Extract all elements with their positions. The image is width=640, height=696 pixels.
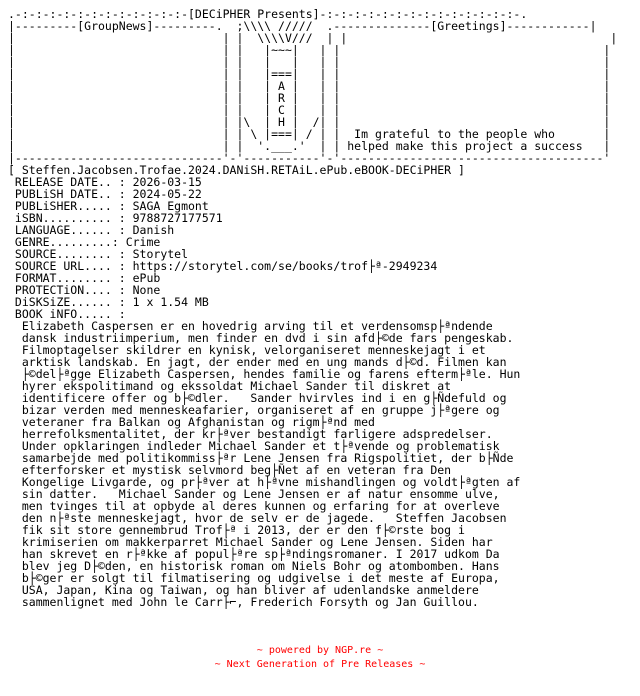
info-line: SOURCE........ : Storytel bbox=[8, 247, 189, 261]
book-info-line: bizar verden med menneskeafarier, organiseret af en gruppe j├ªgere og bbox=[8, 403, 500, 417]
book-info-line: sin datter. Michael Sander og Lene Jensen er af natur ensomme ulve, bbox=[8, 487, 500, 501]
book-info-line: herrefolksmentalitet, der kr├ªver bestandigt farligere adspredelser. bbox=[8, 427, 493, 441]
info-line: GENRE.........: Crime bbox=[8, 235, 161, 249]
info-line: BOOK iNFO..... : bbox=[8, 307, 126, 321]
book-info-line: Filmoptagelser skildrer en kynisk, velorganiseret menneskejagt i et bbox=[8, 343, 486, 357]
book-info-line: efterforsker et mystisk selvmord beg├Ñet af en veteran fra Den bbox=[8, 463, 452, 477]
book-info-line: b├©ger er solgt til filmatisering og udgivelse i det meste af Europa, bbox=[8, 571, 500, 585]
tagline-footer: ~ Next Generation of Pre Releases ~ bbox=[214, 659, 426, 670]
nfo-banner: .-:-:-:-:-:-:-:-:-:-:-:-:-[DECiPHER Presents]-:-:-:-:-:-:-:-:-:-:-:-:-:-:-. bbox=[8, 7, 528, 21]
book-info-line: samarbejde med politikommiss├ªr Lene Jensen fra Rigspolitiet, der b├Ñde bbox=[8, 451, 514, 465]
info-line: PUBLiSHER..... : SAGA Egmont bbox=[8, 199, 209, 213]
release-title: [ Steffen.Jacobsen.Trofae.2024.DANiSH.RETAiL.ePub.eBOOK-DECiPHER ] bbox=[8, 163, 465, 177]
book-info-line: ├©del├ªgge Elizabeth Caspersen, hendes familie og farens efterm├ªle. Hun bbox=[8, 367, 521, 381]
info-line: PUBLiSH DATE.. : 2024-05-22 bbox=[8, 187, 202, 201]
book-info-line: den n├ªste menneskejagt, hvor de selv er de jagede. Steffen Jacobsen bbox=[8, 511, 507, 525]
book-info-line: arktisk landskab. En jagt, der ender med en ung mands d├©d. Filmen kan bbox=[8, 355, 507, 369]
book-info-line: sammenlignet med John le Carr├⌐, Frederich Forsyth og Jan Guillou. bbox=[8, 595, 479, 609]
info-line: SOURCE URL.... : https://storytel.com/se/books/trof├ª-2949234 bbox=[8, 259, 438, 273]
book-info-line: krimiserien om makkerparret Michael Sander og Lene Jensen. Siden har bbox=[8, 535, 493, 549]
info-line: FORMAT........ : ePub bbox=[8, 271, 161, 285]
book-info-line: han skrevet en r├ªkke af popul├ªre sp├ªndingsromaner. I 2017 udkom Da bbox=[8, 547, 500, 561]
info-line: DiSKSiZE...... : 1 x 1.54 MB bbox=[8, 295, 209, 309]
book-info-line: veteraner fra Balkan og Afghanistan og rigm├ªnd med bbox=[8, 415, 375, 429]
book-info-line: Elizabeth Caspersen er en hovedrig arving til et verdensomsp├ªndende bbox=[8, 319, 493, 333]
info-line: LANGUAGE...... : Danish bbox=[8, 223, 175, 237]
book-info-line: hyrer ekspolitimand og ekssoldat Michael Sander til diskret at bbox=[8, 379, 452, 393]
info-line: PROTECTiON.... : None bbox=[8, 283, 161, 297]
nfo-text-block bbox=[8, 8, 617, 608]
book-info-line: dansk industriimperium, men finder en dvd i sin afd├©de fars pengeskab. bbox=[8, 331, 514, 345]
info-line: iSBN.......... : 9788727177571 bbox=[8, 211, 223, 225]
book-info-line: men tvinges til at opbyde al deres kunnen og erfaring for at overleve bbox=[8, 499, 500, 513]
book-info-line: Under opklaringen indleder Michael Sander et t├ªvende og problematisk bbox=[8, 439, 500, 453]
book-info-line: USA, Japan, Kina og Taiwan, og han bliver af udenlandske anmeldere bbox=[8, 583, 479, 597]
book-info-line: identificere offer og b├©dler. Sander hvirvles ind i en g├Ñdefuld og bbox=[8, 391, 507, 405]
nfo-header-art: |---------[GroupNews]---------. ;\\\\ ///// .--------------[Greetings]------------| | | | \\\\V/// | | | | | | |~~~| | | | | | | | | | | | | | | |===| | | | | | | | A | | | | | | | | R | | | | | | | | C | | | | | | |\ | H | /| | | | | | \ |===| / | | Im grateful to the people who | | | | '.___.' | | helped make this project a success | |------------------------------'-'-----------'-'--------------------------------------' bbox=[8, 19, 618, 165]
book-info-line: fik sit store gennembrud Trof├ª i 2013, der er den f├©rste bog i bbox=[8, 523, 465, 537]
info-line: RELEASE DATE.. : 2026-03-15 bbox=[8, 175, 202, 189]
powered-by-footer: ~ powered by NGP.re ~ bbox=[256, 645, 384, 656]
book-info-line: blev jeg D├©den, en historisk roman om Niels Bohr og atombomben. Hans bbox=[8, 559, 500, 573]
book-info-line: Kongelige Livgarde, og pr├ªver at h├ªvne mishandlingen og voldt├ªgten af bbox=[8, 475, 521, 489]
